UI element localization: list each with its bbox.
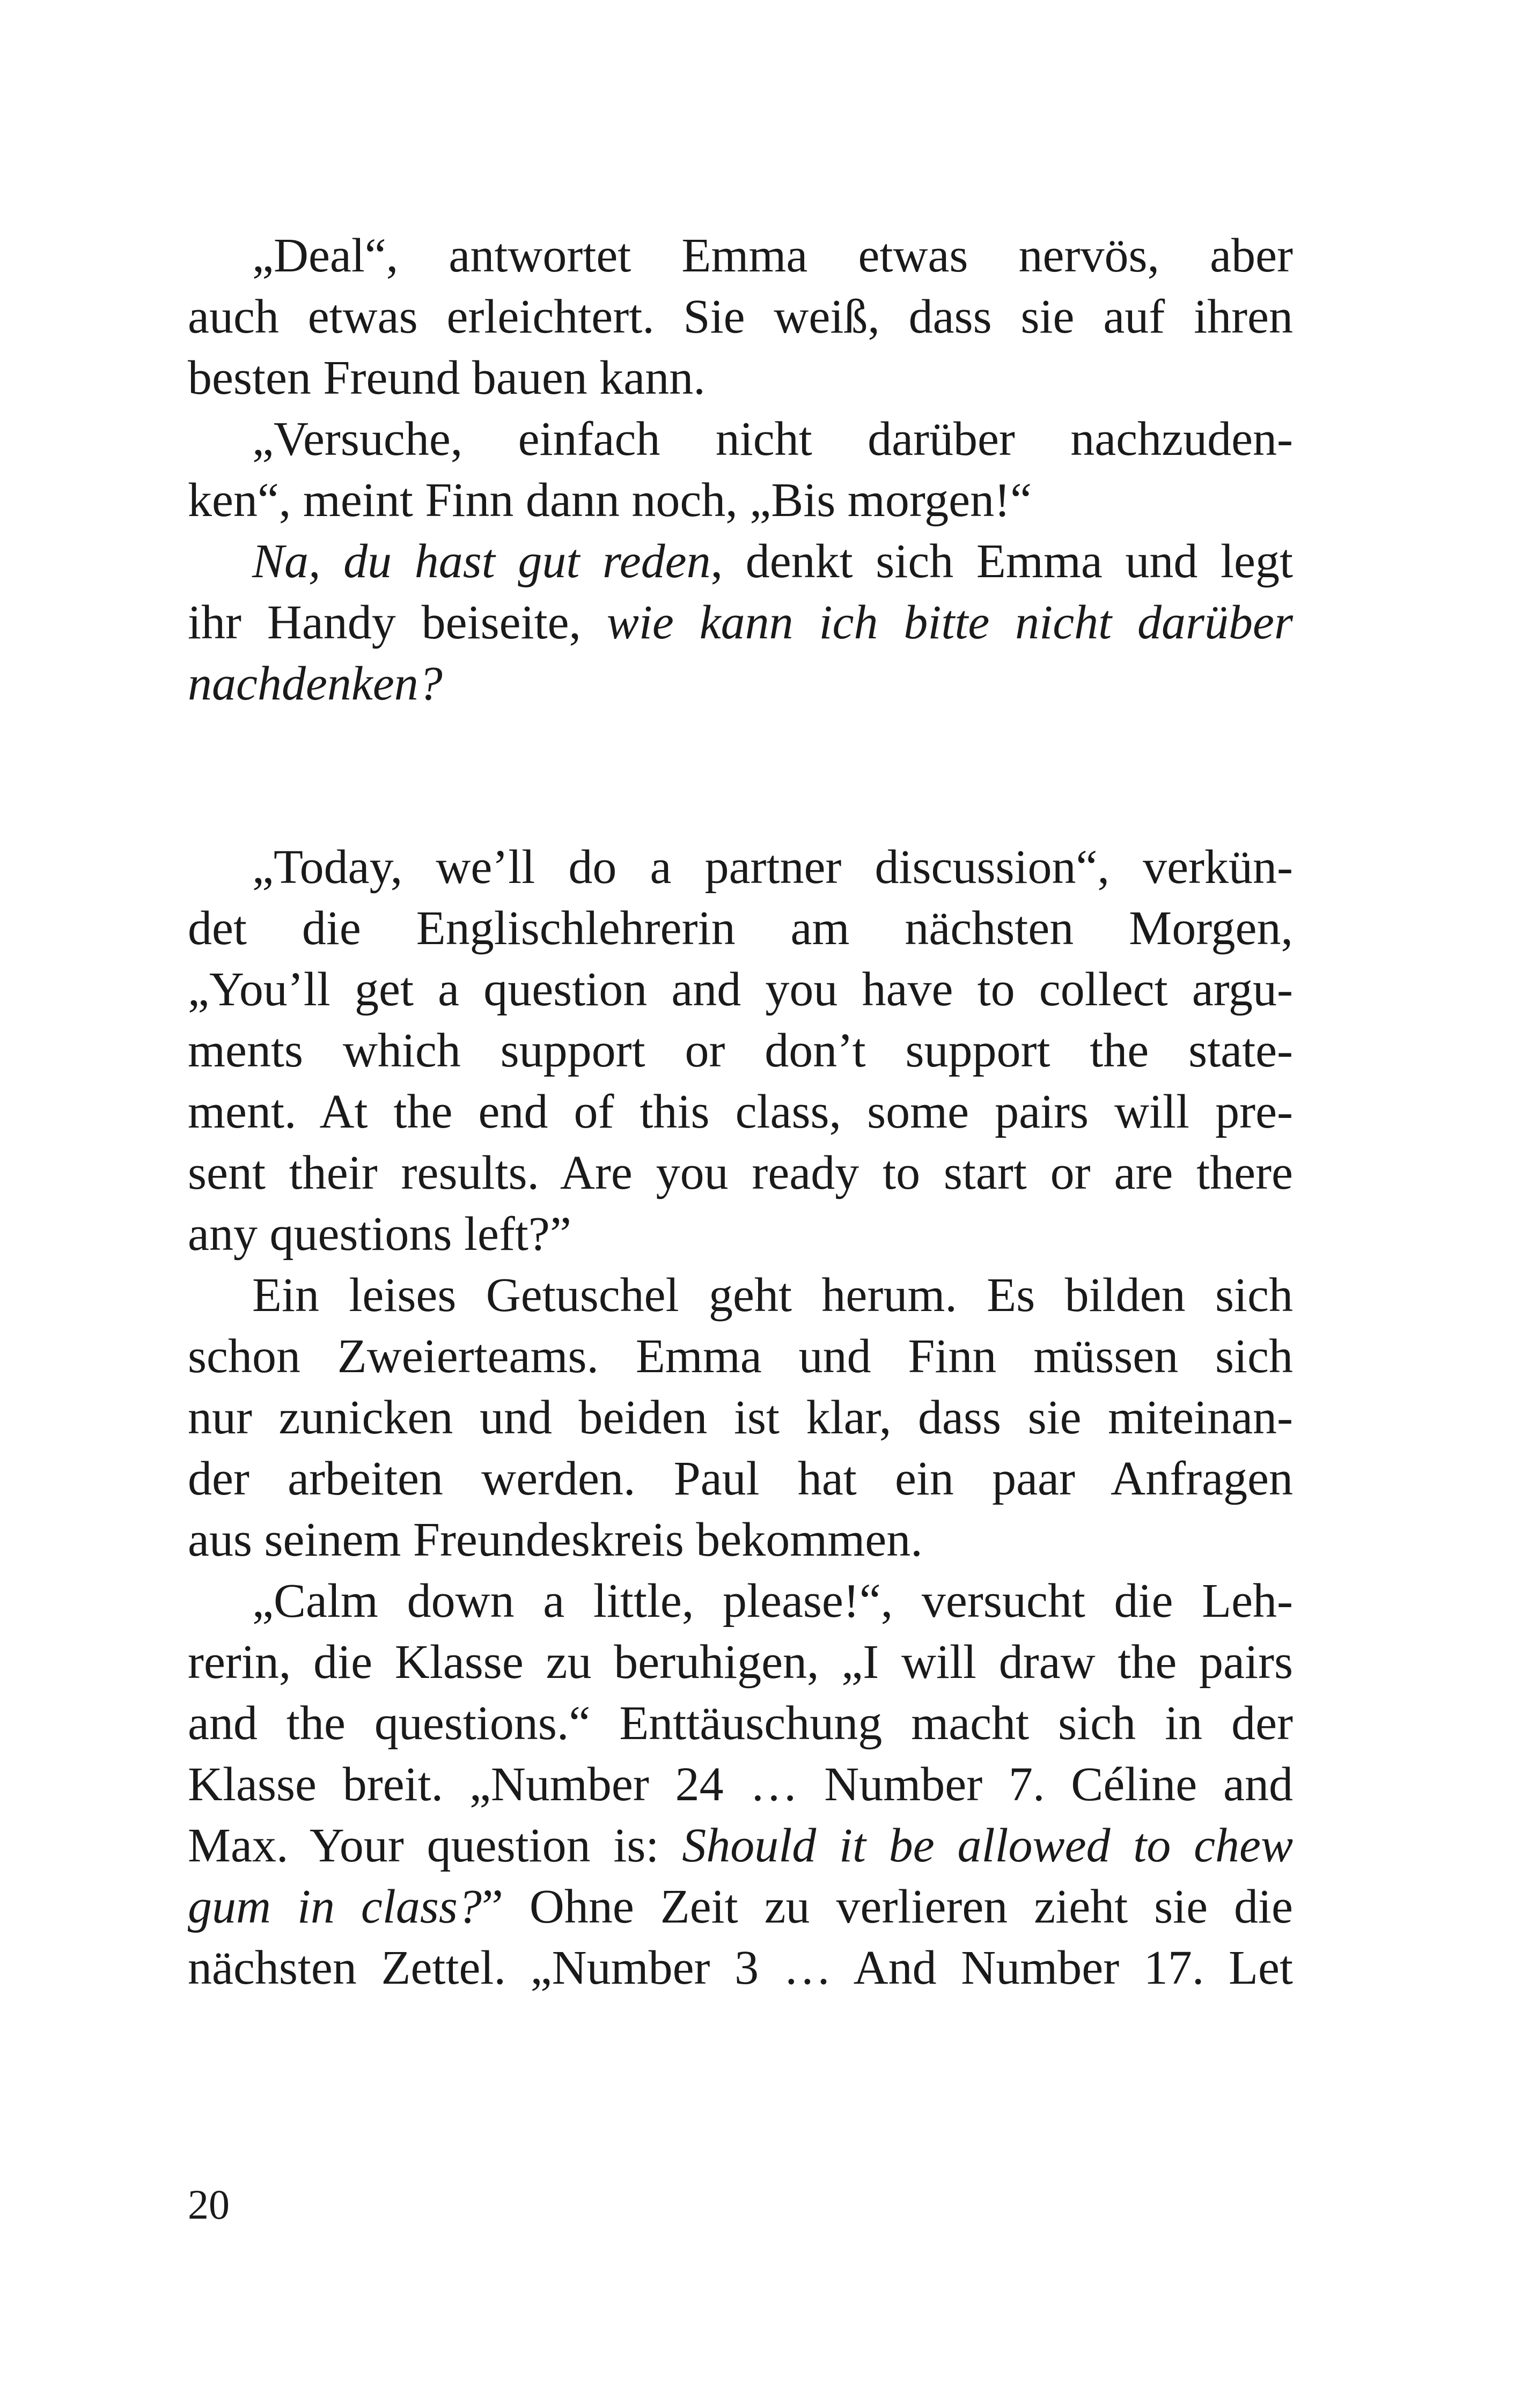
text-line: Ein leises Getuschel geht herum. Es bilden sich bbox=[252, 1269, 1293, 1322]
text-line: „Today, we’ll do a partner discussion“, verkün- bbox=[252, 841, 1293, 894]
text-line: nur zunicken und beiden ist klar, dass sie miteinan- bbox=[188, 1391, 1293, 1444]
italic-question: gum in class? bbox=[188, 1880, 482, 1933]
page-number: 20 bbox=[188, 2181, 230, 2228]
text-line: det die Englischlehrerin am nächsten Morgen, bbox=[188, 902, 1293, 955]
italic-thought: wie kann ich bitte nicht darüber bbox=[606, 596, 1293, 649]
text-line: rerin, die Klasse zu beruhigen, „I will draw the pairs bbox=[188, 1636, 1293, 1689]
text-line bbox=[188, 592, 1293, 653]
text-line: „Versuche, einfach nicht darüber nachzuden- bbox=[252, 413, 1293, 466]
italic-thought: nachdenken? bbox=[188, 657, 443, 710]
text-line: ment. At the end of this class, some pairs will pre- bbox=[188, 1085, 1293, 1138]
text-run: ” Ohne Zeit zu verlieren zieht sie die bbox=[481, 1880, 1294, 1933]
page-body bbox=[188, 225, 1293, 1999]
text-line: „You’ll get a question and you have to collect argu- bbox=[188, 963, 1293, 1016]
text-line bbox=[188, 653, 1293, 715]
text-line bbox=[188, 531, 1293, 592]
text-line: ken“, meint Finn dann noch, „Bis morgen!“ bbox=[188, 474, 1032, 527]
text-line: Klasse breit. „Number 24 … Number 7. Céline and bbox=[188, 1758, 1293, 1811]
text-line: aus seinem Freundeskreis bekommen. bbox=[188, 1513, 923, 1566]
text-run: , denkt sich Emma und legt bbox=[710, 535, 1293, 588]
text-run: ihr Handy beiseite, bbox=[188, 596, 607, 649]
section-break bbox=[188, 715, 1293, 837]
text-line: besten Freund bauen kann. bbox=[188, 351, 706, 404]
text-line: „Calm down a little, please!“, versucht die Leh- bbox=[252, 1574, 1293, 1628]
text-run: Max. Your question is: bbox=[188, 1819, 682, 1872]
text-line bbox=[188, 1876, 1293, 1938]
italic-thought: Na, du hast gut reden bbox=[252, 535, 711, 588]
text-line: auch etwas erleichtert. Sie weiß, dass sie auf ihren bbox=[188, 290, 1293, 343]
text-line: „Deal“, antwortet Emma etwas nervös, aber bbox=[252, 229, 1293, 282]
text-line: der arbeiten werden. Paul hat ein paar Anfragen bbox=[188, 1452, 1293, 1505]
text-line: schon Zweierteams. Emma und Finn müssen sich bbox=[188, 1330, 1293, 1383]
italic-question: Should it be allowed to chew bbox=[682, 1819, 1294, 1872]
text-line: and the questions.“ Enttäuschung macht sich in der bbox=[188, 1697, 1293, 1750]
text-line: ments which support or don’t support the state- bbox=[188, 1024, 1293, 1077]
text-line: any questions left?” bbox=[188, 1207, 571, 1261]
text-line bbox=[188, 1815, 1293, 1876]
text-line: nächsten Zettel. „Number 3 … And Number 17. Let bbox=[188, 1941, 1293, 1994]
text-line: sent their results. Are you ready to start or are there bbox=[188, 1146, 1293, 1199]
